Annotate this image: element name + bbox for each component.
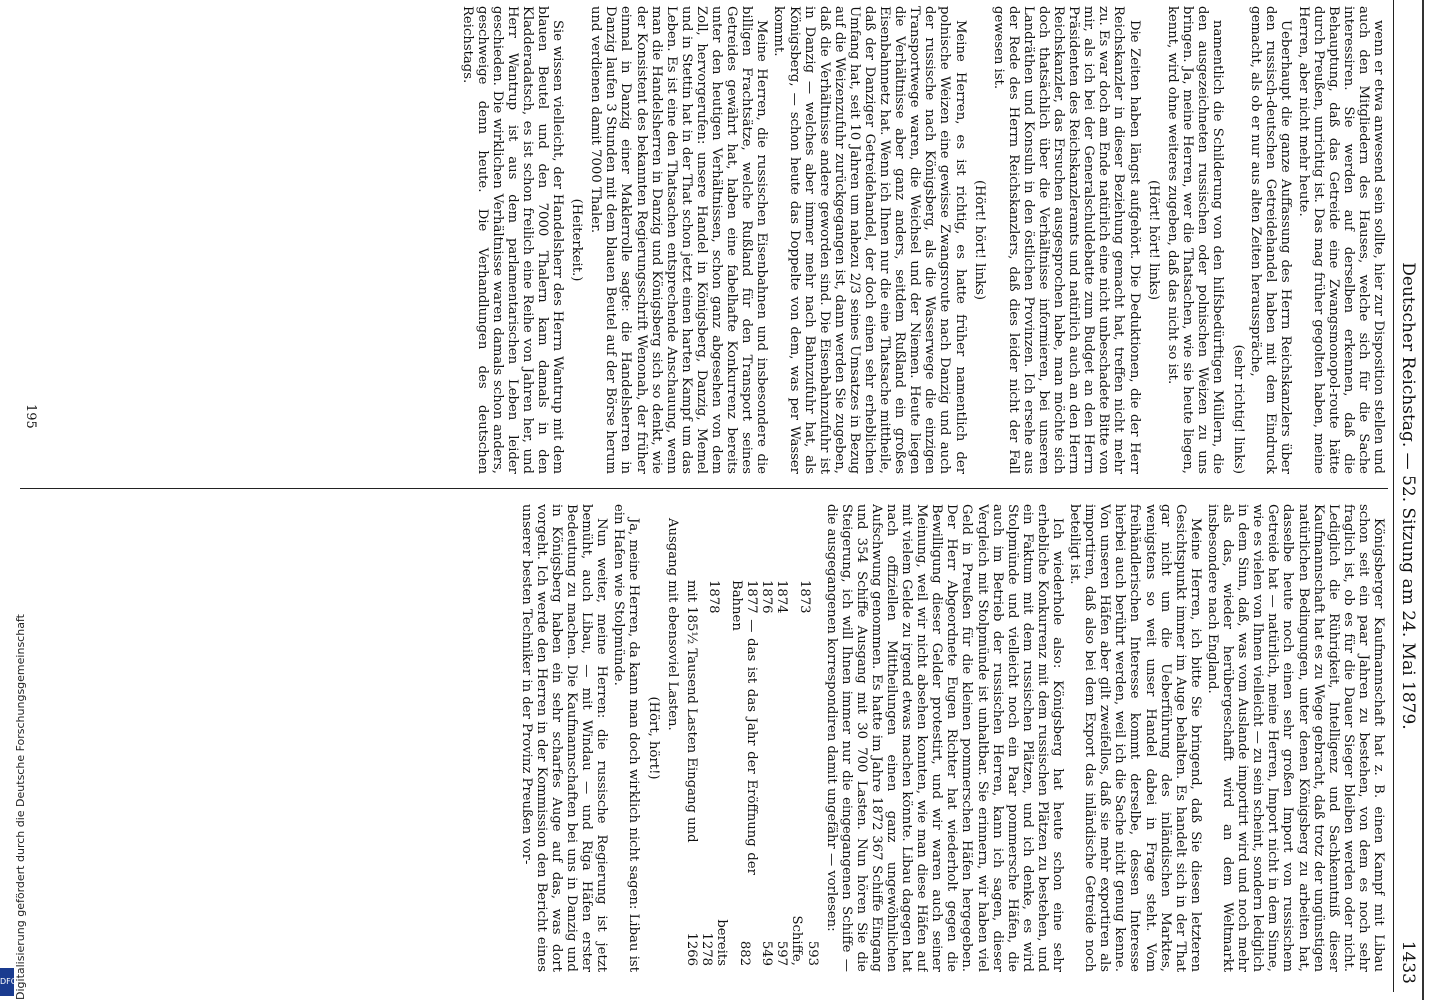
paragraph: Sie wissen vielleicht, der Handelsherr des Herrn Wantrup mit dem blauen Beutel und den 7000 Thalern kam damals in den Kladderadatsch, es ist schon freilich eine Reihe von Jahren her, und Herr Wantrup ist aus dem parlamentarischen Leben leider geschieden. Die wirklichen Verhältnisse waren damals schon anders, geschweige denn heute. Die Verhandlungen des deutschen Reichstags. bbox=[459, 6, 566, 474]
paragraph: Königsberger Kaufmannschaft hat z. B. einen Kampf mit Libau schon seit ein paar Jahren zu bestehen, von dem es noch sehr fraglich ist, ob es für die Dauer Sieger bleiben werden oder nicht. Lediglich die Rührigkeit, Intelligenz und Sachkenntniß dieser Kaufmannschaft hat es zu Wege gebracht, daß trotz der ungünstigen natürlichen Bedingungen, unter denen Königsberg zu arbeiten hat, dasselbe heute noch einen sehr großen Import von russischem Getreide hat — natürlich, meine Herren, Import nicht in dem Sinne, wie es vielen von Ihnen vielleicht — zu sein scheint, sondern lediglich in dem Sinn, daß, was vom Auslande importirt wird und noch mehr als das, wieder herübergeschafft wird an dem Weltmarkt insbesondere nach England. bbox=[1204, 504, 1386, 972]
table-cell: 1266 bbox=[683, 932, 699, 966]
table-row bbox=[774, 574, 789, 972]
column-divider bbox=[20, 488, 1388, 489]
interjection: (Heiterkeit.) bbox=[569, 198, 585, 282]
table-cell: 593 Schiffe, bbox=[789, 915, 820, 966]
table-cell: 549 bbox=[759, 940, 775, 966]
table-cell: 1876 bbox=[759, 580, 775, 614]
table-row bbox=[759, 574, 774, 972]
table-row bbox=[729, 574, 759, 972]
rotated-page bbox=[14, 0, 1424, 992]
interjection: (sehr richtig! links) bbox=[1231, 344, 1247, 474]
right-column bbox=[20, 504, 1386, 972]
table-row bbox=[789, 574, 819, 972]
paragraph: Die Zeiten haben längst aufgehört. Die Deduktionen, die der Herr Reichskanzler in dieser Beziehung gemacht hat, treffen nicht mehr zu. Es war doch am Ende natürlich eine nicht unbeschadete Bitte von mir, als ich bei der Generalschuldebatte zum Budget an den Herrn Präsidenten des Reichskanzleramts und natürlich auch an den Herrn Reichskanzler, das Ersuchen ausgesprochen habe, man möchte sich doch thatsächlich über die Verhältnisse informieren, bei unseren Landräthen und Konsuln in den östlichen Provinzen. Ich ersehe aus der Rede des Herrn Reichskanzlers, daß dies leider nicht der Fall gewesen ist. bbox=[990, 6, 1142, 474]
interjection: (Hört, hört!) bbox=[645, 696, 661, 780]
paragraph: Ich wiederhole also: Königsberg hat heute schon eine sehr erhebliche Konkurrenz mit dem russischen Plätzen zu bestehen, und ein Faktum mit dem russischen Plätzen, und ich denke, es wird Stolpmünde und vielleicht noch ein Paar pommersche Häfen, die auch im Betrieb der russischen Herren, kann ich sagen, dieser Vergleich mit Stolpmünde ist unhaltbar. Sie erinnern, wir haben viel Geld in Preußen für die kleinen pommerschen Häfen hergegeben. Der Herr Abgeordnete Eugen Richter hat wiederholt gegen die Bewilligung dieser Gelder protestirt, und wir waren auch seiner Meinung, weil wir nicht absehen konnten, wie man diese Häfen auf mit vielem Gelde zu irgend etwas machen könnte. Libau dagegen hat nach offiziellen Mittheilungen einen ganz ungewöhnlichen Aufschwung genommen. Es hatte im Jahre 1872 367 Schiffe Eingang und 354 Schiffe Ausgang mit 30 700 Lasten. Nun hören Sie die Steigerung, ich will Ihnen immer nur die eingegangenen Schiffe — die ausgegangenen korrespondiren damit ungefähr — vorlesen: bbox=[823, 504, 1066, 972]
page-number: 1433 bbox=[1398, 940, 1418, 984]
table-cell: mit 185½ Tausend Lasten Eingang und bbox=[683, 580, 699, 843]
page-edge bbox=[1422, 0, 1424, 1000]
paragraph: Nun weiter, meine Herren: die russische Regierung ist jetzt bemüht, auch Libau, — mit Windau — und Riga Häfen erster Bedeutung zu machen. Die Kaufmannschaften bei uns in Danzig und in Königsberg haben ein sehr scharfes Auge auf das, was dort vorgeht. Ich werde den Herren in der Kommission den Bericht eines unserer besten Techniker in der Provinz Preußen vor- bbox=[518, 504, 610, 972]
table-cell: bereits 1278 bbox=[698, 919, 729, 966]
paragraph: Meine Herren, die russischen Eisenbahnen und insbesondere die billigen Frachtsätze, welche Rußland für den Transport seines Getreides gewährt hat, haben eine fabelhafte Konkurrenz bereits unter den heutigen Verhältnissen, schon ganz abgesehen von dem Zoll, hervorgerufen: unsere Handel in Königsberg, Danzig, Memel und in Stettin hat in der That schon jetzt einen harten Kampf um das Leben. Es ist eine den Thatsachen entsprechende Anschauung, wenn man die Handelsherren in Danzig und Königsberg sich so denkt, wie der Konsistent des bekannten Regierungsschrift Wenonah, der früher einmal in Danzig einer Maklerrolle sagte: die Handelsherren in Danzig laufen 3 Stunden mit dem blauen Beutel auf der Börse herum und verdienen damit 7000 Thaler. bbox=[588, 6, 770, 474]
table-cell: 1874 bbox=[774, 580, 790, 614]
table-cell: 1878 bbox=[706, 580, 722, 614]
table-row bbox=[699, 574, 729, 972]
paragraph: Ausgang mit ebensoviel Lasten. bbox=[664, 518, 680, 731]
paragraph: namentlich die Schilderung von den hilfsbedürftigen Müllern, die den ausgezeichneten russischen oder polnischen Weizen zu uns bringen. Ja, meine Herren, wer die Thatsachen, wie sie heute liegen, kennt, wird ohne weiteres zugeben, daß das nicht so ist. bbox=[1164, 6, 1226, 474]
interjection: (Hört! hört! links) bbox=[1145, 179, 1161, 301]
table-cell: 882 bbox=[736, 940, 752, 966]
paragraph: Meine Herren, es ist richtig, es hatte früher namentlich der polnische Weizen eine gewisse Zwangsroute nach Danzig und auch der russische nach Königsberg, als die Wasserwege die einzigen Transportwege waren, die Weichsel und der Niemen. Heute liegen die Verhältnisse aber ganz anders, seitdem Rußland ein großes Eisenbahnnetz hat. Wenn ich Ihnen nur die eine Thatsache mittheile, daß der Danziger Getreidehandel, der doch einen sehr erheblichen Umfang hat, seit 10 Jahren um nahezu 2/3 seines Umsatzes in Bezug auf die Weizenzufuhr zurückgegangen ist, dann werden Sie zugeben, daß die Verhältnisse andere geworden sind. Die Eisenbahnzufuhr ist in Danzig — welches aber immer mehr nach Bahnzufuhr hat, als Königsberg, — schon heute das Doppelte von dem, was per Wasser kommt. bbox=[771, 6, 968, 474]
paragraph: Meine Herren, ich bitte Sie bringend, daß Sie diesen letzteren Gesichtspunkt immer im Auge behalten. Es handelt sich in der That gar nicht um die Ueberführung des inländischen Marktes, wenigstens so weit unser Handel dabei in Frage steht. Vom freihändlerischen Interesse kommt derselbe, dessen Interesse hierbei auch berührt werden, weil ich die Sache nicht genug kenne. Von unseren Häfen aber gilt zweifellos, daß sie mehr exportiren als importiren, daß also bei dem Export das inländische Getreide noch beteiligt ist. bbox=[1067, 504, 1203, 972]
paragraph: wenn er etwa anwesend sein sollte, hier zur Disposition stellen und auch den Mitgliedern des Hauses, welche sich für die Sache interessiren. Sie werden auf derselben erkennen, daß die Behauptung, daß das Getreide eine Zwangsmonopol-route hätte durch Preußen, unrichtig ist. Das mag früher gegolten haben, meine Herren, aber nicht mehr heute. bbox=[1295, 6, 1386, 474]
table-cell: 597 bbox=[774, 940, 790, 966]
ship-count-table bbox=[684, 574, 820, 972]
signature-number: 195 bbox=[23, 404, 38, 429]
left-column bbox=[20, 6, 1386, 474]
header-title: Deutscher Reichstag. — 52. Sitzung am 24. Mai 1879. bbox=[1398, 262, 1418, 730]
digitization-credit: Digitalisierung gefördert durch die Deutsche Forschungsgemeinschaft bbox=[14, 614, 27, 1000]
dfg-logo: DFG bbox=[0, 968, 14, 996]
table-cell: 1877 — das ist das Jahr der Eröffnung der Bahnen bbox=[729, 580, 760, 875]
paragraph: Ja, meine Herren, da kann man doch wirklich nicht sagen: Libau ist ein Hafen wie Stolpmünde. bbox=[611, 504, 642, 972]
table-row bbox=[684, 574, 699, 972]
table-cell: 1873 bbox=[796, 580, 812, 614]
page-header bbox=[1393, 0, 1424, 992]
paragraph: Ueberhaupt die ganze Auffassung des Herrn Reichskanzlers über den russisch-deutschen Getreidehandel haben mit dem Eindruck gemacht, als ob er nur aus alten Zeiten herausspräche, bbox=[1248, 6, 1294, 474]
interjection: (Hört! hört! links) bbox=[971, 179, 987, 301]
